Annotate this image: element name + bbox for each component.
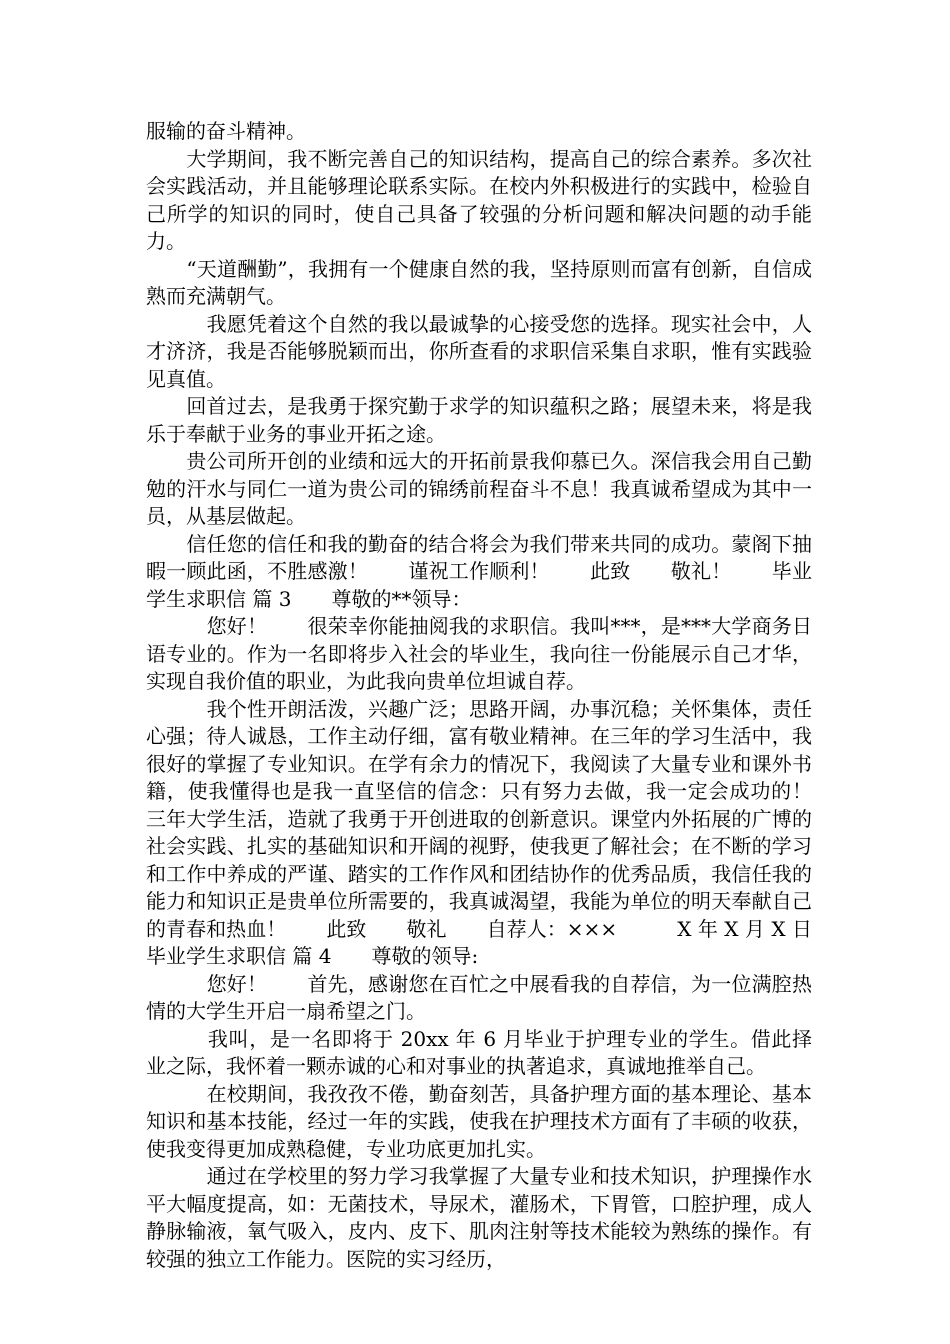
paragraph <box>146 1163 812 1273</box>
paragraph <box>146 118 812 146</box>
paragraph-text: “天道酬勤”，我拥有一个健康自然的我，坚持原则而富有创新，自信成熟而充满朝气。 <box>146 256 813 308</box>
paragraph-indent <box>146 257 186 281</box>
paragraph-text: 我叫，是一名即将于 20xx 年 6 月毕业于护理专业的学生。借此择业之际，我怀着一颗赤诚的心和对事业的执著追求，真诚地推举自己。 <box>146 1026 812 1078</box>
paragraph-indent <box>146 312 207 336</box>
paragraph-indent <box>146 1164 207 1188</box>
paragraph-text: 我个性开朗活泼，兴趣广泛；思路开阔，办事沉稳；关怀集体，责任心强；待人诚恳，工作主动仔细，富有敬业精神。在三年的学习生活中，我很好的掌握了专业知识。在学有余力的情况下，我阅读了大量专业和课外书籍，使我懂得也是我一直坚信的信念：只有努力去做，我一定会成功的！ 三年大学生活，造就了我勇于开创进取的创新意识。课堂内外拓展的广博的社会实践、扎实的基础知识和开阔的视野，使我更了解社会；在不断的学习和工作中养成的严谨、踏实的工作作风和团结协作的优秀品质，我信任我的能力和知识正是贵单位所需要的，我真诚渴望，我能为单位的明天奉献自己的青春和热血！ 此致 敬礼 自荐人：××× X 年 X 月 X 日 毕业学生求职信 篇 4 尊敬的领导: <box>146 696 852 968</box>
paragraph-text: 信任您的信任和我的勤奋的结合将会为我们带来共同的成功。蒙阁下抽暇一顾此函，不胜感激！ 谨祝工作顺利！ 此致 敬礼！ 毕业学生求职信 篇 3 尊敬的**领导： <box>146 531 812 611</box>
paragraph <box>146 146 812 256</box>
paragraph <box>146 613 812 696</box>
paragraph-indent <box>146 147 186 171</box>
paragraph-indent <box>146 449 186 473</box>
paragraph-indent <box>146 532 186 556</box>
paragraph <box>146 256 812 311</box>
paragraph <box>146 311 812 394</box>
paragraph-text: 通过在学校里的努力学习我掌握了大量专业和技术知识，护理操作水平大幅度提高，如：无菌技术，导尿术，灌肠术，下胃管，口腔护理，成人静脉输液，氧气吸入，皮内、皮下、肌肉注射等技术能较为熟练的操作。有较强的独立工作能力。医院的实习经历， <box>146 1164 812 1271</box>
paragraph <box>146 448 812 531</box>
paragraph-text: 您好！ 首先，感谢您在百忙之中展看我的自荐信，为一位满腔热情的大学生开启一扇希望之门。 <box>146 971 812 1023</box>
paragraph-text: 贵公司所开创的业绩和远大的开拓前景我仰慕已久。深信我会用自己勤勉的汗水与同仁一道为贵公司的锦绣前程奋斗不息！我真诚希望成为其中一员，从基层做起。 <box>146 449 812 528</box>
paragraph-text: 回首过去，是我勇于探究勤于求学的知识蕴积之路；展望未来，将是我乐于奉献于业务的事业开拓之途。 <box>146 394 812 446</box>
paragraph <box>146 696 852 971</box>
paragraph <box>146 393 812 448</box>
paragraph-indent <box>146 394 186 418</box>
paragraph <box>146 1026 812 1081</box>
document-page <box>146 118 852 1273</box>
paragraph-text: 大学期间，我不断完善自己的知识结构，提高自己的综合素养。多次社会实践活动，并且能够理论联系实际。在校内外积极进行的实践中，检验自己所学的知识的同时，使自己具备了较强的分析问题和解决问题的动手能力。 <box>146 146 812 253</box>
paragraph-text: 您好！ 很荣幸你能抽阅我的求职信。我叫***，是***大学商务日语专业的。作为一名即将步入社会的毕业生，我向往一份能展示自己才华，实现自我价值的职业，为此我向贵单位坦诚自荐。 <box>146 614 813 693</box>
paragraph <box>146 531 812 614</box>
paragraph-indent <box>146 972 207 996</box>
paragraph-indent <box>146 1027 208 1051</box>
paragraph <box>146 1081 812 1164</box>
paragraph-text: 我愿凭着这个自然的我以最诚挚的心接受您的选择。现实社会中，人才济济，我是否能够脱颖而出，你所查看的求职信采集自求职，惟有实践验见真值。 <box>146 311 812 391</box>
paragraph <box>146 971 812 1026</box>
paragraph-indent <box>146 614 207 638</box>
paragraph-text: 服输的奋斗精神。 <box>146 119 306 143</box>
paragraph-text: 在校期间，我孜孜不倦，勤奋刻苦，具备护理方面的基本理论、基本知识和基本技能，经过一年的实践，使我在护理技术方面有了丰硕的收获，使我变得更加成熟稳健，专业功底更加扎实。 <box>146 1081 812 1161</box>
paragraph-indent <box>146 697 207 721</box>
paragraph-indent <box>146 1082 207 1106</box>
